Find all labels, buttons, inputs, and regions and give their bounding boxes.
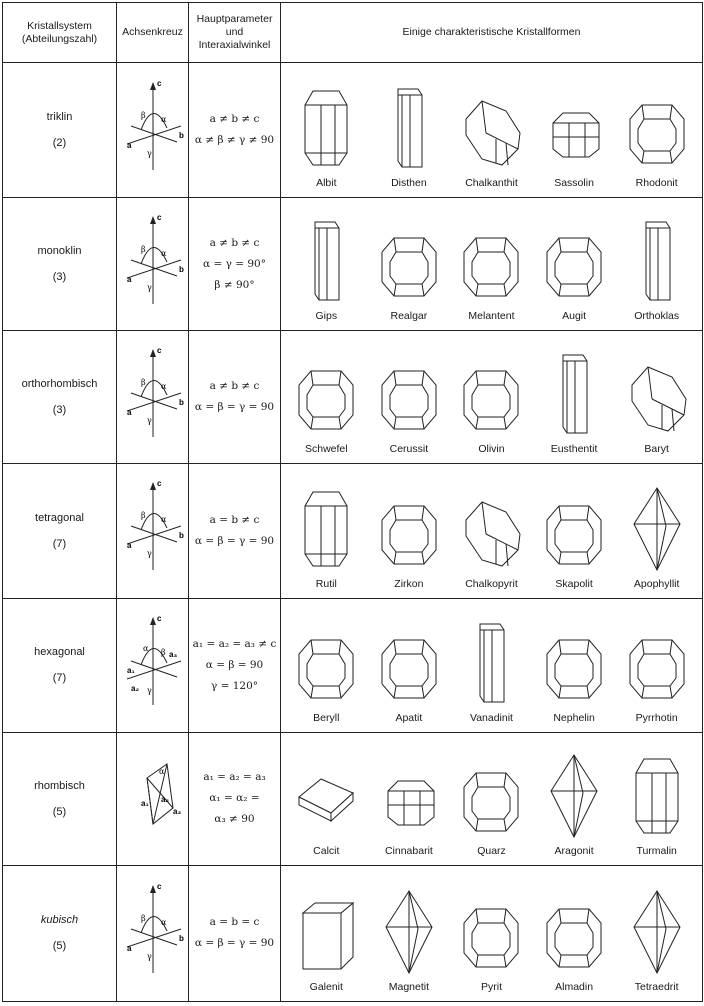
header-row: [3, 3, 703, 63]
crystal-drawing-icon: [291, 349, 361, 437]
crystal-form-label: Skapolit: [555, 577, 593, 590]
crystal-drawing-icon: [622, 618, 692, 706]
crystal-drawing-icon: [291, 887, 361, 975]
header-params-line2: und: [225, 26, 244, 39]
system-name: orthorhombisch: [21, 378, 98, 391]
crystal-form: [535, 751, 613, 865]
crystal-drawing-icon: [539, 618, 609, 706]
crystal-form: [370, 484, 448, 598]
param-line: a₁ = a₂ = a₃: [203, 771, 266, 784]
crystal-drawing-icon: [539, 887, 609, 975]
crystal-form-label: Apatit: [395, 711, 423, 724]
axis-label: α: [161, 515, 167, 525]
axis-cross-diagram: [117, 476, 189, 580]
crystal-form: [370, 83, 448, 197]
crystal-form-label: Turmalin: [636, 844, 677, 857]
crystal-drawing-icon: [456, 83, 526, 171]
crystal-form: [618, 216, 696, 330]
crystal-form-label: Melantent: [468, 310, 515, 323]
axis-cell: [117, 198, 189, 331]
crystal-form: [535, 484, 613, 598]
crystal-drawing-icon: [622, 887, 692, 975]
crystal-drawing-icon: [291, 751, 361, 839]
params-cell: [189, 598, 281, 732]
axis-cross-diagram: [117, 879, 189, 983]
system-row: [3, 331, 703, 464]
axis-cell: [117, 865, 189, 1001]
axis-cross-diagram: [117, 611, 189, 715]
param-line: α₁ = α₂ =: [209, 792, 260, 805]
axis-cross-diagram: [117, 210, 189, 314]
crystal-form: [452, 618, 530, 732]
system-row: [3, 598, 703, 732]
crystal-drawing-icon: [539, 216, 609, 304]
axis-cross-diagram: [117, 343, 189, 447]
axis-label: b: [179, 397, 184, 407]
axis-cell: [117, 331, 189, 464]
crystal-form: [618, 887, 696, 1001]
crystal-form: [370, 751, 448, 865]
crystal-form: [452, 216, 530, 330]
crystal-system-table: [2, 2, 703, 1002]
crystal-form-label: Realgar: [390, 310, 428, 323]
crystal-form: [618, 83, 696, 197]
system-count: (3): [52, 404, 67, 417]
system-name: triklin: [46, 111, 73, 124]
forms-cell: [281, 464, 703, 598]
system-name: tetragonal: [35, 511, 84, 524]
system-count: (7): [52, 672, 67, 685]
params-cell: [189, 464, 281, 598]
crystal-form: [452, 751, 530, 865]
axis-label: γ: [147, 415, 152, 425]
param-line: a = b = c: [209, 916, 260, 929]
crystal-form-label: Almadin: [555, 981, 594, 993]
crystal-form: [535, 83, 613, 197]
system-row: [3, 63, 703, 198]
axis-label: a: [127, 541, 132, 551]
axis-label: β: [141, 913, 146, 923]
axis-label: γ: [147, 951, 152, 961]
crystal-form-label: Magnetit: [388, 981, 430, 993]
axis-label: a: [127, 943, 132, 953]
crystal-drawing-icon: [456, 887, 526, 975]
axis-label: a₂: [161, 795, 170, 805]
crystal-drawing-icon: [374, 618, 444, 706]
param-line: a ≠ b ≠ c: [209, 113, 260, 126]
system-count: (2): [52, 137, 67, 150]
crystal-drawing-icon: [456, 216, 526, 304]
crystal-form-label: Gips: [315, 310, 338, 323]
param-line: α = β = γ = 90: [194, 401, 275, 414]
crystal-form-label: Beryll: [313, 711, 340, 724]
crystal-form-label: Eusthentit: [550, 443, 598, 456]
axis-label: c: [157, 613, 162, 623]
crystal-drawing-icon: [622, 484, 692, 572]
param-line: a₁ = a₂ = a₃ ≠ c: [192, 637, 277, 650]
axis-label: γ: [147, 148, 152, 158]
crystal-form: [287, 751, 365, 865]
crystal-form-label: Galenit: [309, 981, 343, 993]
forms-cell: [281, 198, 703, 331]
axis-label: b: [179, 264, 184, 274]
crystal-form-label: Schwefel: [304, 443, 348, 456]
axis-label: a₃: [169, 649, 178, 659]
axis-label: β: [141, 511, 146, 521]
system-name: monoklin: [37, 245, 82, 258]
param-line: α₃ ≠ 90: [214, 813, 255, 826]
crystal-form-label: Pyrit: [480, 981, 502, 993]
axis-cell: [117, 732, 189, 865]
crystal-form: [535, 216, 613, 330]
crystal-form-label: Chalkopyrit: [465, 577, 518, 590]
crystal-drawing-icon: [456, 349, 526, 437]
header-params: [189, 3, 281, 63]
crystal-drawing-icon: [374, 484, 444, 572]
axis-label: β: [141, 377, 146, 387]
crystal-form: [370, 618, 448, 732]
system-row: [3, 865, 703, 1001]
crystal-form: [618, 349, 696, 463]
crystal-form: [535, 349, 613, 463]
crystal-form-label: Aragonit: [554, 844, 594, 857]
crystal-drawing-icon: [374, 751, 444, 839]
system-count: (5): [52, 805, 67, 818]
axis-cross-diagram: [117, 76, 189, 180]
crystal-form-label: Pyrrhotin: [635, 711, 678, 724]
header-forms: Einige charakteristische Kristallformen: [281, 3, 703, 63]
header-axes: Achsenkreuz: [117, 3, 189, 63]
system-row: [3, 464, 703, 598]
crystal-drawing-icon: [291, 216, 361, 304]
crystal-form: [452, 83, 530, 197]
crystal-form-label: Cerussit: [389, 443, 429, 456]
axis-label: b: [179, 531, 184, 541]
header-system-line2: (Abteilungszahl): [21, 32, 98, 45]
axis-label: a₃: [173, 807, 182, 817]
crystal-form-label: Apophyllit: [633, 577, 680, 590]
crystal-form: [618, 484, 696, 598]
axis-label: α: [161, 381, 167, 391]
axis-label: b: [179, 130, 184, 140]
header-params-line1: Hauptparameter: [196, 13, 273, 26]
crystal-form: [535, 887, 613, 1001]
crystal-drawing-icon: [539, 751, 609, 839]
system-cell: [3, 865, 117, 1001]
crystal-drawing-icon: [291, 618, 361, 706]
axis-label: a₁: [141, 799, 149, 809]
crystal-drawing-icon: [291, 83, 361, 171]
crystal-form-label: Sassolin: [554, 177, 594, 190]
param-line: α = β = γ = 90: [194, 534, 275, 547]
system-cell: [3, 198, 117, 331]
crystal-form: [287, 484, 365, 598]
crystal-drawing-icon: [622, 216, 692, 304]
forms-cell: [281, 331, 703, 464]
crystal-form-label: Vanadinit: [469, 711, 513, 724]
axis-label: γ: [147, 282, 152, 292]
crystal-form-label: Albit: [316, 177, 337, 190]
param-line: a ≠ b ≠ c: [209, 236, 260, 249]
forms-cell: [281, 732, 703, 865]
axis-label: α: [161, 114, 167, 124]
system-row: [3, 732, 703, 865]
system-cell: [3, 331, 117, 464]
system-row: [3, 198, 703, 331]
forms-cell: [281, 63, 703, 198]
param-line: α ≠ β ≠ γ ≠ 90: [194, 134, 275, 147]
crystal-drawing-icon: [456, 484, 526, 572]
crystal-form: [452, 484, 530, 598]
crystal-drawing-icon: [456, 751, 526, 839]
crystal-form-label: Quarz: [477, 844, 506, 857]
crystal-form: [452, 887, 530, 1001]
params-cell: [189, 331, 281, 464]
crystal-form: [370, 887, 448, 1001]
axis-label: c: [157, 78, 162, 88]
crystal-form: [287, 887, 365, 1001]
crystal-form-label: Nephelin: [553, 711, 595, 724]
header-system: [3, 3, 117, 63]
axis-label: γ: [147, 685, 152, 695]
crystal-drawing-icon: [622, 349, 692, 437]
crystal-form: [287, 618, 365, 732]
header-system-line1: Kristallsystem: [27, 19, 92, 32]
crystal-form: [452, 349, 530, 463]
crystal-form-label: Tetraedrit: [634, 981, 679, 993]
axis-cross-diagram: [117, 744, 189, 848]
forms-cell: [281, 865, 703, 1001]
crystal-drawing-icon: [291, 484, 361, 572]
crystal-drawing-icon: [539, 83, 609, 171]
axis-label: α: [143, 643, 149, 653]
axis-label: a₁: [127, 665, 135, 675]
axis-label: c: [157, 212, 162, 222]
param-line: α = β = 90: [205, 658, 264, 671]
system-name: kubisch: [40, 914, 79, 927]
crystal-form-label: Cinnabarit: [384, 844, 433, 857]
system-count: (3): [52, 271, 67, 284]
crystal-form-label: Augit: [562, 310, 587, 323]
param-line: α = β = γ = 90: [194, 937, 275, 950]
system-cell: [3, 598, 117, 732]
crystal-drawing-icon: [374, 83, 444, 171]
crystal-drawing-icon: [622, 751, 692, 839]
system-count: (5): [52, 940, 67, 953]
axis-cell: [117, 598, 189, 732]
crystal-drawing-icon: [456, 618, 526, 706]
crystal-form-label: Chalkanthit: [465, 177, 518, 190]
param-line: γ = 120°: [210, 679, 259, 692]
param-line: β ≠ 90°: [214, 278, 255, 291]
param-line: a ≠ b ≠ c: [209, 380, 260, 393]
axis-cell: [117, 464, 189, 598]
system-name: hexagonal: [34, 646, 85, 659]
crystal-drawing-icon: [374, 216, 444, 304]
axis-label: a: [127, 274, 132, 284]
params-cell: [189, 198, 281, 331]
axis-label: c: [157, 479, 162, 489]
axis-label: a: [127, 407, 132, 417]
system-cell: [3, 464, 117, 598]
crystal-form-label: Calcit: [313, 844, 340, 857]
crystal-form: [618, 751, 696, 865]
system-cell: [3, 63, 117, 198]
axis-label: β: [161, 647, 166, 657]
crystal-form-label: Rhodonit: [635, 177, 678, 190]
axis-label: c: [157, 345, 162, 355]
crystal-drawing-icon: [539, 484, 609, 572]
crystal-drawing-icon: [539, 349, 609, 437]
crystal-form: [370, 349, 448, 463]
crystal-form: [370, 216, 448, 330]
crystal-drawing-icon: [374, 887, 444, 975]
crystal-form-label: Disthen: [391, 177, 427, 190]
axis-cell: [117, 63, 189, 198]
axis-label: β: [141, 244, 146, 254]
crystal-drawing-icon: [622, 83, 692, 171]
crystal-form-label: Rutil: [315, 577, 337, 590]
axis-label: b: [179, 933, 184, 943]
param-line: α = γ = 90°: [203, 257, 266, 270]
crystal-drawing-icon: [374, 349, 444, 437]
axis-label: a: [127, 140, 132, 150]
forms-cell: [281, 598, 703, 732]
axis-label: α: [161, 917, 167, 927]
system-count: (7): [52, 537, 67, 550]
system-cell: [3, 732, 117, 865]
axis-label: c: [157, 881, 162, 891]
crystal-form: [618, 618, 696, 732]
axis-label: β: [141, 110, 146, 120]
param-line: a = b ≠ c: [209, 513, 260, 526]
system-name: rhombisch: [34, 779, 85, 792]
axis-label: α: [161, 248, 167, 258]
crystal-form-label: Olivin: [478, 443, 505, 456]
crystal-form-label: Zirkon: [394, 577, 424, 590]
crystal-form-label: Baryt: [644, 443, 669, 456]
params-cell: [189, 732, 281, 865]
axis-label: a₂: [131, 683, 140, 693]
axis-label: γ: [147, 549, 152, 559]
header-params-line3: Interaxialwinkel: [198, 39, 271, 52]
crystal-form: [287, 83, 365, 197]
params-cell: [189, 865, 281, 1001]
params-cell: [189, 63, 281, 198]
crystal-form: [287, 349, 365, 463]
crystal-form: [535, 618, 613, 732]
axis-label: α: [159, 767, 165, 777]
crystal-form: [287, 216, 365, 330]
crystal-form-label: Orthoklas: [634, 310, 680, 323]
